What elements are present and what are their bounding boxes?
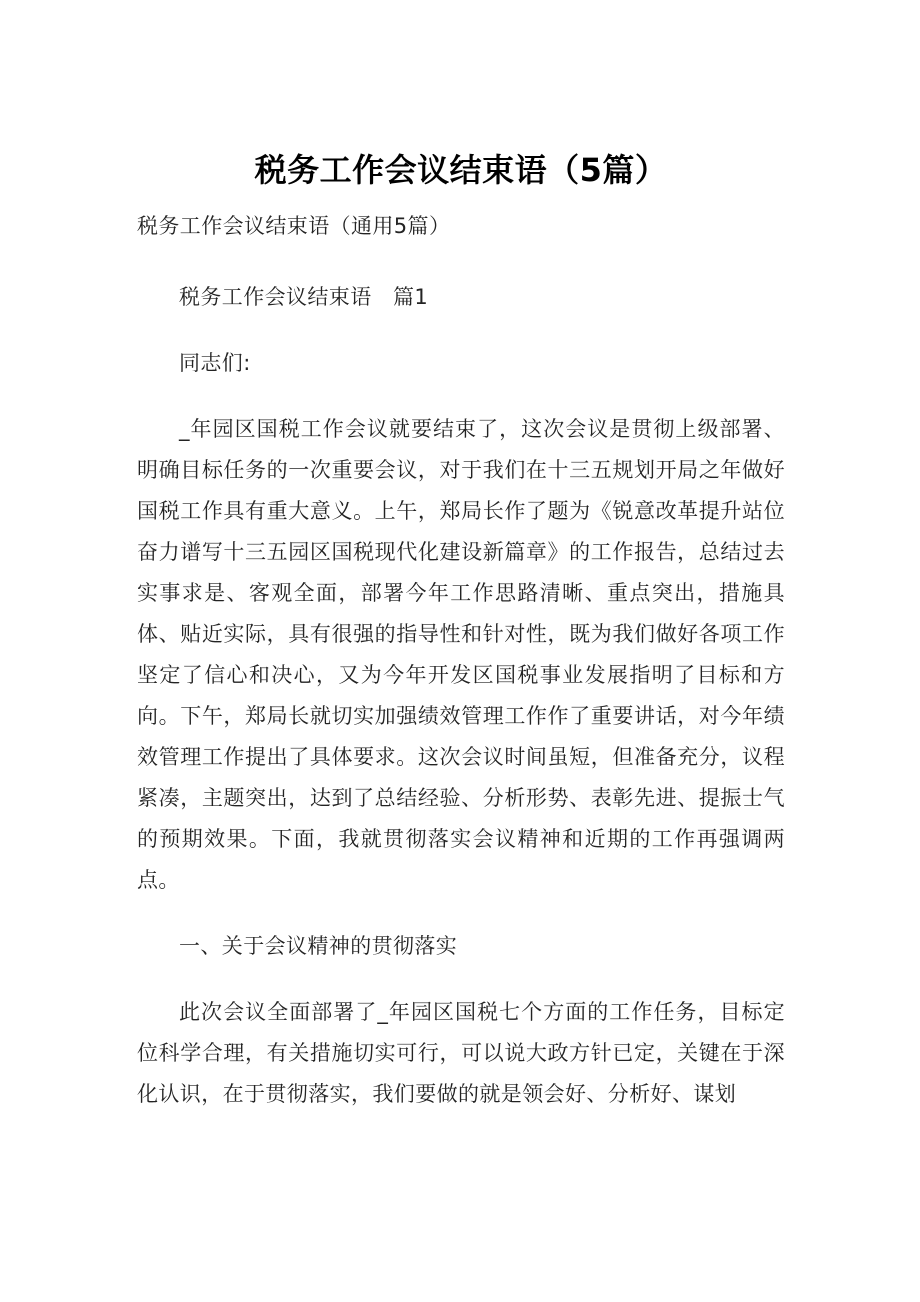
body-paragraph: 此次会议全面部署了_年园区国税七个方面的工作任务，目标定位科学合理，有关措施切实可行，可以说大政方针已定，关键在于深化认识，在于贯彻落实，我们要做的就是领会好、分析好、谋划 — [137, 1000, 785, 1107]
salutation: 同志们: — [179, 351, 251, 376]
article-section-label: 税务工作会议结束语 篇1 — [179, 285, 429, 310]
page-title: 税务工作会议结束语（5篇） — [254, 151, 668, 189]
body-paragraph: _年园区国税工作会议就要结束了，这次会议是贯彻上级部署、明确目标任务的一次重要会议，对于我们在十三五规划开局之年做好国税工作具有重大意义。上午，郑局长作了题为《锐意改革提升站位 奋力谱写十三五园区国税现代化建设新篇章》的工作报告，总结过去实事求是、客观全面，部署今年工作思路清晰、重点突出，措施具体、贴近实际，具有很强的指导性和针对性，既为我们做好各项工作坚定了信心和决心，又为今年开发区国税事业发展指明了目标和方向。下午，郑局长就切实加强绩效管理工作作了重要讲话，对今年绩效管理工作提出了具体要求。这次会议时间虽短，但准备充分，议程紧凑，主题突出，达到了总结经验、分析形势、表彰先进、提振士气的预期效果。下面，我就贯彻落实会议精神和近期的工作再强调两点。 — [137, 417, 785, 893]
document-subtitle: 税务工作会议结束语（通用5篇） — [137, 214, 451, 238]
section-heading: 一、关于会议精神的贯彻落实 — [179, 934, 458, 959]
